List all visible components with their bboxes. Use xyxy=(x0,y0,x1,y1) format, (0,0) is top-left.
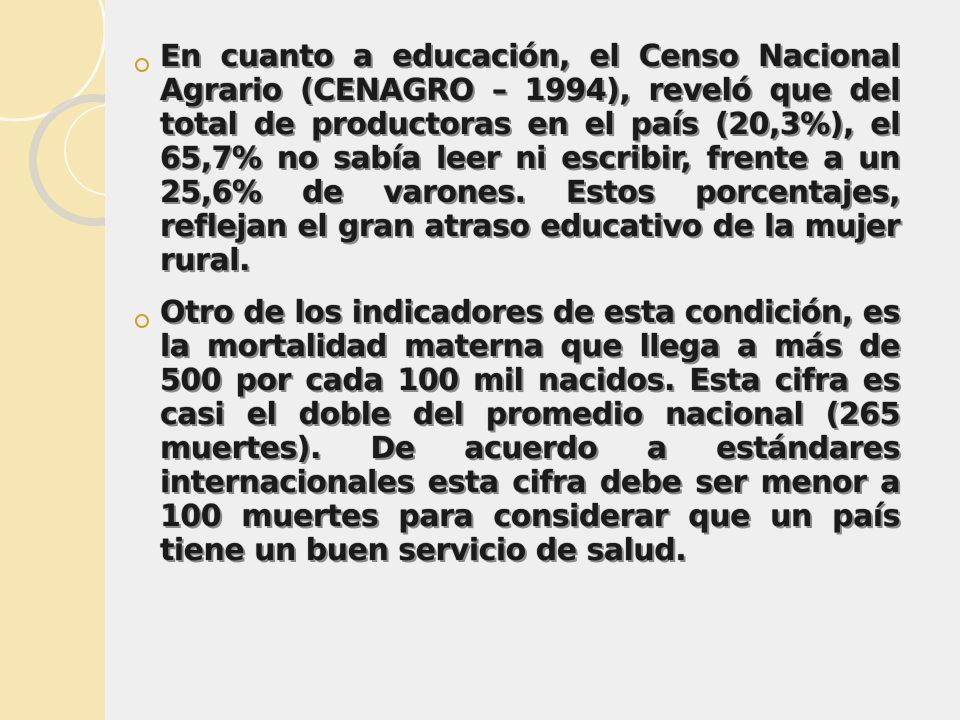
bullet-item-education xyxy=(135,40,900,278)
bullet-text-education: En cuanto a educación, el Censo Nacional Agrario (CENAGRO – 1994), reveló que del total de productoras en el país (20,3%), el 65,7% no sabía leer ni escribir, frente a un 25,6% de varones. Estos porcentajes, reflejan el gran atraso educativo de la mujer rural. xyxy=(160,39,900,278)
circle-bullet-icon xyxy=(135,314,149,328)
decorative-circles-graphic xyxy=(0,0,105,720)
decorative-side-band xyxy=(0,0,106,720)
slide-content-area xyxy=(105,0,960,720)
bullet-text-mortality: Otro de los indicadores de esta condición, es la mortalidad materna que llega a más de 500 por cada 100 mil nacidos. Esta cifra es casi el doble del promedio nacional (265 muertes). De acuerdo a estándares internacionales esta cifra debe ser menor a 100 muertes para considerar que un país tiene un buen servicio de salud. xyxy=(160,295,900,568)
bullet-list xyxy=(135,40,900,586)
decorative-circle-inner xyxy=(65,105,105,195)
circle-bullet-icon xyxy=(135,58,149,72)
bullet-item-mortality xyxy=(135,296,900,568)
